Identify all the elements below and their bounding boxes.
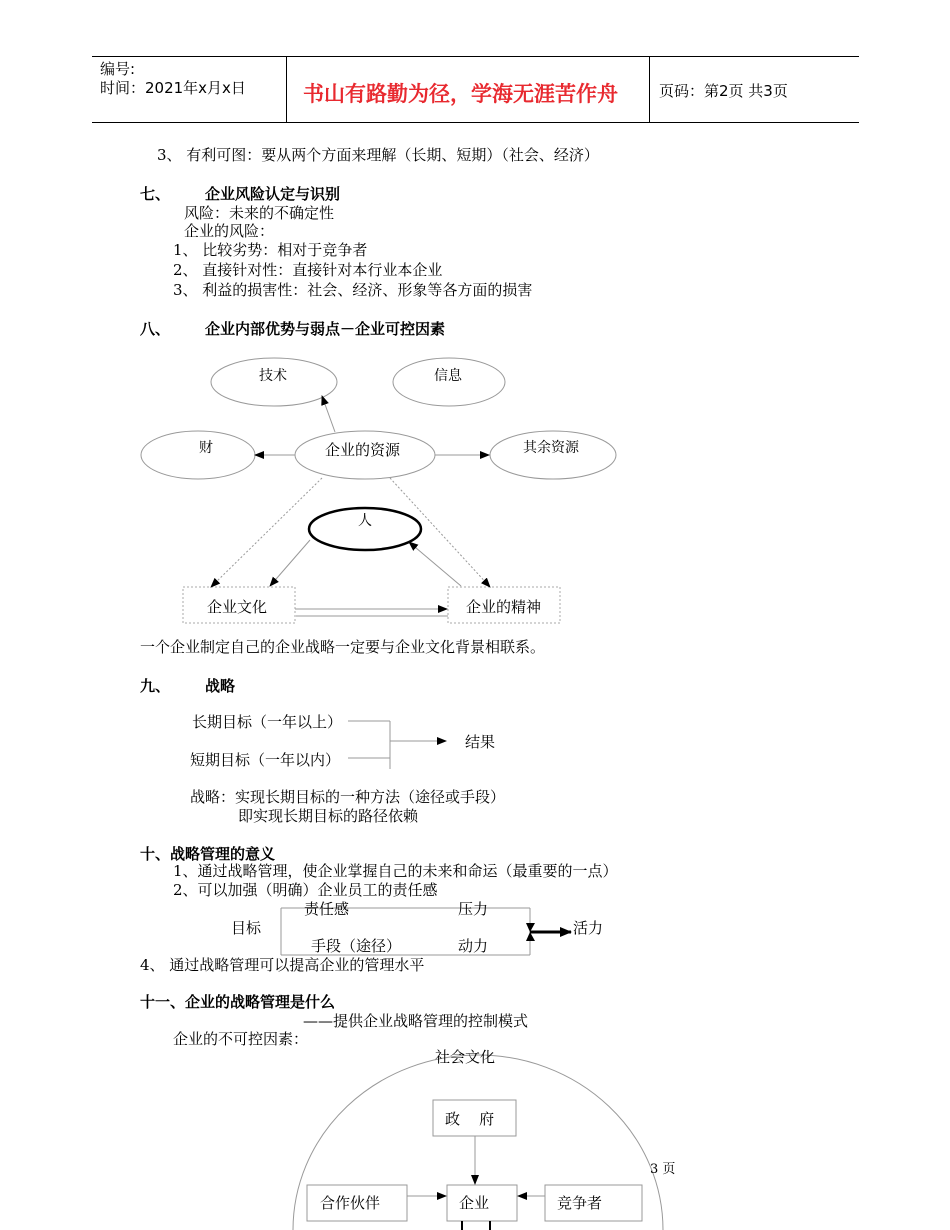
sec8-note: 一个企业制定自己的企业战略一定要与企业文化背景相联系。 — [140, 638, 546, 656]
sec11-title: 十一、企业的战略管理是什么 — [140, 993, 336, 1011]
sec7-item-1: 1、 比较劣势：相对于竞争者 — [173, 241, 368, 259]
sec9-number: 九、 — [140, 677, 171, 695]
sec8-title: 企业内部优势与弱点－企业可控因素 — [205, 320, 446, 338]
arrow-resources-to-tech — [322, 396, 335, 432]
competitors-label: 竞争者 — [557, 1194, 603, 1212]
sec9-title: 战略 — [205, 677, 236, 695]
arrow-spirit-to-people — [409, 542, 461, 586]
sec8-number: 八、 — [140, 320, 171, 338]
culture-label: 企业文化 — [207, 598, 268, 616]
header-page-label: 页码：第2页 共3页 — [659, 82, 788, 100]
sec10-item-2: 2、可以加强（明确）企业员工的责任感 — [173, 881, 438, 899]
sec9-short-term: 短期目标（一年以内） — [190, 751, 341, 769]
resources-label: 企业的资源 — [325, 441, 401, 459]
sec7-corp-risk: 企业的风险： — [184, 222, 275, 240]
header-number-label: 编号: — [100, 60, 136, 78]
sec10-item-4: 4、 通过战略管理可以提高企业的管理水平 — [140, 956, 425, 974]
sec10-responsibility: 责任感 — [304, 900, 350, 918]
dotted-resources-to-culture — [211, 478, 322, 587]
sec11-uncontrollable: 企业的不可控因素： — [173, 1030, 309, 1048]
line-3-profitable: 3、 有利可图：要从两个方面来理解（长期、短期）（社会、经济） — [157, 146, 599, 164]
sec10-vitality: 活力 — [573, 919, 604, 937]
header-motto: 书山有路勤为径，学海无涯苦作舟 — [303, 82, 618, 106]
info-label: 信息 — [434, 368, 462, 384]
page-footer: 3 页 — [650, 1162, 676, 1177]
sec11-subtitle: ——提供企业战略管理的控制模式 — [303, 1012, 529, 1030]
finance-ellipse — [141, 431, 255, 479]
enterprise-label: 企业 — [459, 1194, 490, 1212]
arrow-people-to-culture — [270, 540, 310, 586]
dotted-resources-to-spirit — [390, 478, 490, 587]
sec7-title: 企业风险认定与识别 — [205, 185, 341, 203]
sec7-number: 七、 — [140, 185, 171, 203]
sec10-item-1: 1、通过战略管理，使企业掌握自己的未来和命运（最重要的一点） — [173, 862, 618, 880]
people-label: 人 — [358, 513, 372, 529]
social-culture-label: 社会文化 — [435, 1048, 496, 1066]
other-resources-label: 其余资源 — [523, 440, 579, 456]
partners-label: 合作伙伴 — [320, 1194, 381, 1212]
sec7-item-2: 2、 直接针对性：直接针对本行业本企业 — [173, 261, 443, 279]
sec10-pressure: 压力 — [458, 900, 489, 918]
tech-label: 技术 — [259, 368, 287, 384]
sec10-motivation: 动力 — [458, 937, 489, 955]
sec9-result: 结果 — [465, 733, 496, 751]
sec7-risk-def: 风险：未来的不确定性 — [184, 204, 335, 222]
sec9-path-dependence: 即实现长期目标的路径依赖 — [238, 807, 419, 825]
sec10-means: 手段（途径） — [311, 937, 402, 955]
finance-label: 财 — [199, 440, 213, 456]
spirit-label: 企业的精神 — [466, 598, 542, 616]
government-label: 政 府 — [445, 1110, 495, 1128]
sec7-item-3: 3、 利益的损害性：社会、经济、形象等各方面的损害 — [173, 281, 533, 299]
sec9-long-term: 长期目标（一年以上） — [192, 713, 343, 731]
sec10-goal: 目标 — [231, 919, 262, 937]
sec9-definition: 战略：实现长期目标的一种方法（途径或手段） — [190, 788, 506, 806]
header-time-label: 时间：2021年x月x日 — [100, 79, 246, 97]
sec10-title: 十、战略管理的意义 — [140, 845, 276, 863]
